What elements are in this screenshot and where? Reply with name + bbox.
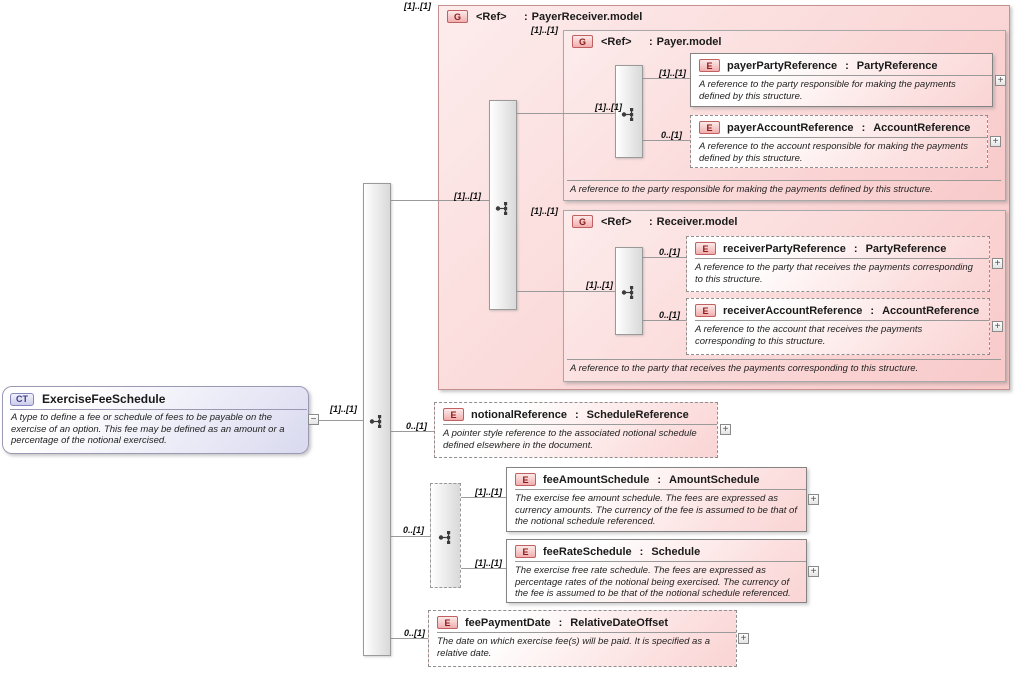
choice-indicator-fee-schedule[interactable] — [430, 483, 461, 588]
element-description: A reference to the account that receives the payments corresponding to this structure. — [695, 324, 923, 347]
element-name: payerAccountReference — [727, 121, 854, 134]
element-icon: E — [699, 59, 720, 72]
complex-type-description: A type to define a fee or schedule of fees to be payable on the exercise of an option. This fee may be defined as an amount or a percentage of the notional exercised. — [11, 412, 285, 446]
cardinality-label: [1]..[1] — [330, 404, 357, 414]
connector-line — [461, 497, 506, 498]
sequence-icon — [621, 107, 638, 122]
element-type: AccountReference — [882, 304, 980, 317]
element-description: A reference to the account responsible for making the payments defined by this structure. — [699, 141, 968, 164]
element-type: PartyReference — [865, 242, 947, 255]
connector-line — [391, 431, 434, 432]
expand-button[interactable]: + — [738, 633, 749, 644]
receiver-annotation-divider — [567, 359, 1001, 360]
connector-line — [517, 113, 615, 114]
element-icon: E — [695, 242, 716, 255]
expand-button[interactable]: + — [808, 566, 819, 577]
cardinality-label: [1]..[1] — [531, 206, 558, 216]
element-name: receiverPartyReference — [723, 242, 846, 255]
cardinality-label: [1]..[1] — [404, 1, 431, 11]
element-payer-account-reference[interactable] — [690, 115, 988, 168]
element-description: A reference to the party responsible for making the payments defined by this structure. — [699, 79, 956, 102]
type-separator: : — [574, 408, 579, 421]
expand-button[interactable]: + — [995, 75, 1006, 86]
element-type: ScheduleReference — [586, 408, 689, 421]
cardinality-label: 0..[1] — [403, 525, 425, 535]
complex-type-title: ExerciseFeeSchedule — [42, 392, 166, 406]
type-separator: : — [649, 215, 653, 228]
cardinality-label: [1]..[1] — [454, 191, 481, 201]
expand-button[interactable]: + — [808, 494, 819, 505]
element-type: AccountReference — [873, 121, 971, 134]
group-ref-label: <Ref> — [601, 35, 632, 48]
sequence-icon — [495, 201, 512, 216]
complex-type-icon: CT — [10, 393, 34, 406]
connector-line — [643, 78, 690, 79]
connector-line — [319, 420, 363, 421]
type-separator: : — [657, 473, 662, 486]
complex-type-exercise-fee-schedule[interactable] — [2, 386, 309, 454]
group-payer-header — [564, 31, 1005, 48]
type-separator: : — [639, 545, 644, 558]
type-separator: : — [853, 242, 858, 255]
type-separator: : — [649, 35, 653, 48]
connector-line — [391, 536, 430, 537]
expand-button[interactable]: + — [720, 424, 731, 435]
connector-line — [517, 291, 615, 292]
expand-button[interactable]: + — [992, 258, 1003, 269]
element-name: feePaymentDate — [465, 616, 551, 629]
type-separator: : — [845, 59, 849, 72]
cardinality-label: 0..[1] — [404, 628, 426, 638]
payer-annotation-divider — [567, 180, 1001, 181]
connector-line — [391, 638, 428, 639]
element-name: payerPartyReference — [727, 59, 838, 72]
type-separator: : — [558, 616, 563, 629]
element-notional-reference[interactable] — [434, 402, 718, 458]
cardinality-label: 0..[1] — [659, 310, 681, 320]
cardinality-label: [1]..[1] — [475, 487, 502, 497]
element-description: The date on which exercise fee(s) will be paid. It is specified as a relative date. — [437, 636, 710, 659]
element-icon: E — [515, 545, 536, 558]
element-fee-payment-date[interactable] — [428, 610, 737, 667]
expand-button[interactable]: + — [990, 136, 1001, 147]
sequence-indicator-payer-receiver[interactable] — [489, 100, 517, 310]
element-receiver-account-reference[interactable] — [686, 298, 990, 355]
element-icon: E — [699, 121, 720, 134]
element-description: The exercise free rate schedule. The fees are expressed as percentage rates of the notional being exercised. The currency of the fee is assumed to be that of the notional schedule referenced. — [515, 565, 791, 599]
sequence-indicator-root[interactable] — [363, 183, 391, 656]
collapse-button[interactable]: − — [308, 414, 319, 425]
element-icon: E — [695, 304, 716, 317]
group-ref-label: <Ref> — [476, 10, 507, 23]
connector-line — [643, 140, 690, 141]
group-ref-label: <Ref> — [601, 215, 632, 228]
element-description: A pointer style reference to the associated notional schedule defined elsewhere in the document. — [443, 428, 697, 451]
element-name: feeRateSchedule — [543, 545, 632, 558]
element-name: notionalReference — [471, 408, 567, 421]
payer-annotation: A reference to the party responsible for making the payments defined by this structure. — [570, 184, 933, 195]
sequence-indicator-receiver[interactable] — [615, 247, 643, 335]
element-type: Schedule — [651, 545, 701, 558]
cardinality-label: [1]..[1] — [475, 558, 502, 568]
element-fee-rate-schedule[interactable] — [506, 539, 807, 603]
group-icon: G — [572, 35, 593, 48]
group-receiver-header — [564, 211, 1005, 228]
choice-icon — [438, 530, 455, 545]
connector-line — [643, 257, 686, 258]
connector-line — [643, 320, 686, 321]
group-icon: G — [572, 215, 593, 228]
cardinality-label: 0..[1] — [406, 421, 428, 431]
cardinality-label: 0..[1] — [659, 247, 681, 257]
element-receiver-party-reference[interactable] — [686, 236, 990, 292]
cardinality-label: [1]..[1] — [531, 25, 558, 35]
cardinality-label: 0..[1] — [661, 130, 683, 140]
cardinality-label: [1]..[1] — [659, 68, 686, 78]
cardinality-label: [1]..[1] — [586, 280, 613, 290]
element-fee-amount-schedule[interactable] — [506, 467, 807, 532]
element-name: receiverAccountReference — [723, 304, 863, 317]
sequence-icon — [621, 285, 638, 300]
group-payer-receiver-header — [439, 6, 1009, 23]
element-payer-party-reference[interactable] — [690, 53, 993, 107]
expand-button[interactable]: + — [992, 321, 1003, 332]
element-icon: E — [515, 473, 536, 486]
group-type-label: PayerReceiver.model — [531, 10, 643, 23]
element-name: feeAmountSchedule — [543, 473, 650, 486]
type-separator: : — [524, 10, 528, 23]
receiver-annotation: A reference to the party that receives the payments corresponding to this structure. — [570, 363, 919, 374]
element-type: AmountSchedule — [669, 473, 760, 486]
group-type-label: Receiver.model — [656, 215, 738, 228]
connector-line — [461, 568, 506, 569]
group-icon: G — [447, 10, 468, 23]
element-description: The exercise fee amount schedule. The fees are expressed as currency amounts. The currency of the fee is assumed to be that of the notional schedule referenced. — [515, 493, 797, 527]
sequence-icon — [369, 414, 386, 429]
element-type: PartyReference — [856, 59, 938, 72]
element-icon: E — [437, 616, 458, 629]
cardinality-label: [1]..[1] — [595, 102, 622, 112]
group-type-label: Payer.model — [656, 35, 722, 48]
element-description: A reference to the party that receives the payments corresponding to this structure. — [695, 262, 973, 285]
element-icon: E — [443, 408, 464, 421]
type-separator: : — [870, 304, 875, 317]
element-type: RelativeDateOffset — [570, 616, 669, 629]
type-separator: : — [861, 121, 866, 134]
